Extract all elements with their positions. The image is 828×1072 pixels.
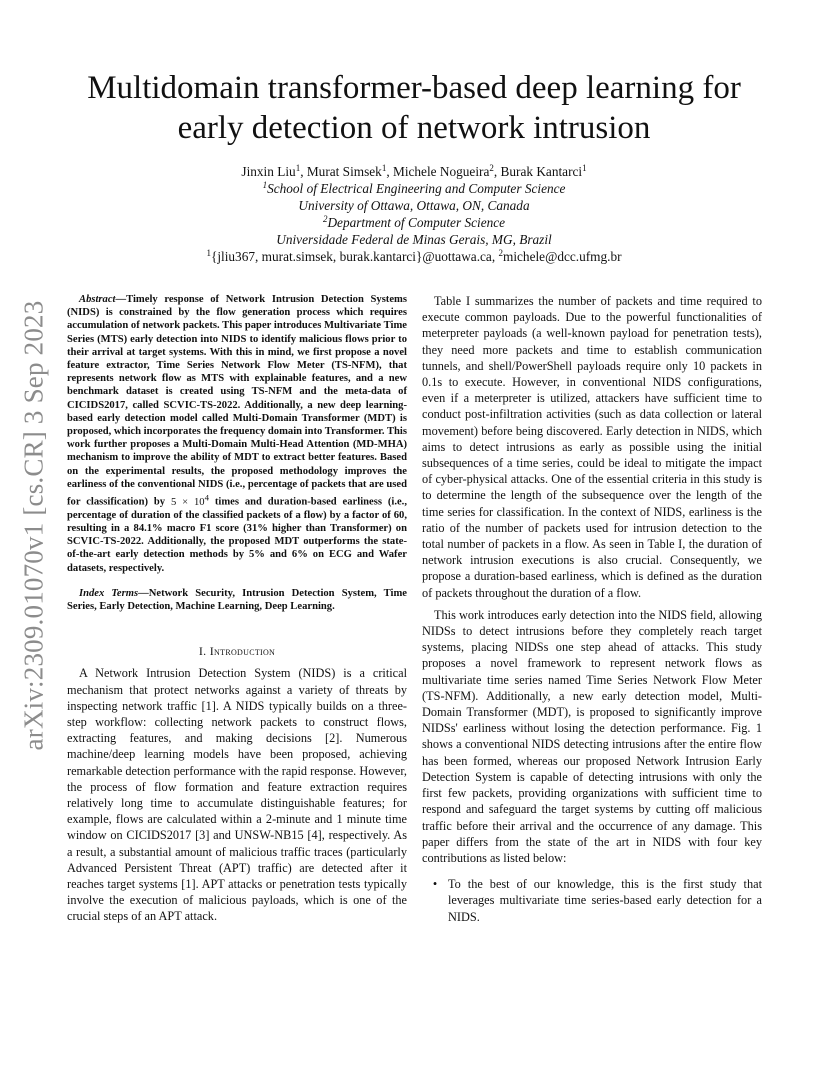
contribution-list-item	[422, 876, 762, 925]
author-names: Jinxin Liu$^1$, Murat Simsek$^1$, Michele Nogueira$^2$, Burak Kantarci$^1$	[241, 163, 587, 179]
affiliation-1-university: University of Ottawa, Ottawa, ON, Canada	[298, 198, 530, 213]
bullet-icon: •	[432, 877, 438, 892]
index-terms	[67, 587, 407, 613]
intro-paragraph-1: A Network Intrusion Detection System (NIDS) is a critical mechanism that protect networks against a variety of threats by inspecting network traffic [1]. A NIDS typically builds on a three-step workflow: collecting network packets to construct flows, extracting features, and making decisions [2]. Numerous machine/deep learning models have been proposed, achieving remarkable detection performance with the rapid response. However, the process of flow formation and feature extraction requires relatively long time to accumulate distinguishable features; for example, flows are calculated within a 2-minute and 1 minute time window on CICIDS2017 [3] and UNSW-NB15 [4], respectively. As a result, a substantial amount of malicious traffic traces (particularly Advanced Persistent Threat (APT) traffic) are detected after it reaches target systems [1]. APT attacks or penetration tests typically involve the execution of malicious payloads, which is one of the crucial steps of an APT attack.	[67, 666, 407, 924]
abstract-text: —Timely response of Network Intrusion Detection Systems (NIDS) is constrained by the flow generation process which requires accumulation of network packets. This paper introduces Multivariate Time Series (MTS) early detection into NIDS to identify malicious flows prior to their arrival at target systems. With this in mind, we first propose a novel feature extractor, Time Series Network Flow Meter (TS-NFM), that represents network flow as MTS with explainable features, and a new benchmark dataset is created using TS-NFM and the meta-data of CICIDS2017, called SCVIC-TS-2022. Additionally, a new deep learning-based early detection model called Multi-Domain Transformer (MDT) is proposed, which incorporates the frequency domain into Transformer. This work further proposes a Multi-Domain Multi-Head Attention (MD-MHA) mechanism to improve the ability of MDT to extract better features. Based on the experimental results, the proposed methodology improves the earliness of the conventional NIDS (i.e., percentage of packets that are used for classification) by $5 \times 10^4$ times and duration-based earliness (i.e., percentage of duration of the classified packets of a flow) by a factor of 60, resulting in a 84.1% macro F1 score (31% higher than Transformer) on SCVIC-TS-2022. Additionally, the proposed MDT outperforms the state-of-the-art early detection methods by 5% and 6% on ECG and Wafer datasets, respectively.	[67, 294, 408, 574]
arxiv-identifier-stamp	[2, 290, 66, 760]
intro-paragraph-2: Table I summarizes the number of packets and time required to execute common payloads. Due to the powerful functionalities of meterpreter payloads (a well-known payload for penetration tests), they need more packets and time to establish communication tunnels, and shell/PowerShell payloads require only 10 packets in 0.1s to execute. However, in conventional NIDS configurations, even if a meterpreter is utilized, attackers have sufficient time to conduct post-infiltration activities (such as data collection or lateral movement) before being discovered. Early detection in NIDS, which aims to detect intrusions as early as possible using the initial subsequences of a time series, could be ideal to mitigate the impact of cyber-physical attacks. One of the essential criteria in this study is to determine the length of the subsequence over the length of the time series for classification. In the context of NIDS, earliness is the ratio of the number of packets used for intrusion detection to the total number of packets in a flow. As seen in Table I, the duration of network intrusion executions is also crucial. Consequently, we propose a duration-based earliness, which is defined as the duration of packets throughout the duration of a flow.	[422, 294, 762, 600]
right-column	[422, 293, 762, 925]
abstract-lead: Abstract	[79, 294, 116, 305]
section-heading-introduction	[67, 643, 407, 659]
affiliation-1-department: $^1$School of Electrical Engineering and Computer Science	[262, 180, 566, 196]
intro-paragraph-3: This work introduces early detection into the NIDS field, allowing NIDSs to detect intrusions before they completely reach target systems, placing NIDSs one step ahead of attacks. This study proposes a novel framework to represent network flows as multivariate time series named Time Series Network Flow Meter (TS-NFM). Additionally, a new early detection model, Multi-Domain Transformer (MDT), is proposed to significantly improve NIDSs' earliness without losing the detection performance. Fig. 1 shows a conventional NIDS detecting intrusions after the entire flow has been formed, whereas our proposed Network Intrusion Early Detection System is capable of detecting intrusions with only the first few packets, providing organizations with sufficient time to respond and safeguard the target systems by cutting off malicious traffic before their arrival and the occurrence of any damage. This paper differs from the state of the art in NIDS with four key contributions as listed below:	[422, 607, 762, 865]
arxiv-identifier-text: arXiv:2309.01070v1 [cs.CR] 3 Sep 2023	[18, 300, 49, 750]
affiliation-2-university: Universidade Federal de Minas Gerais, MG, Brazil	[276, 232, 552, 247]
left-column	[67, 293, 407, 925]
section-title: Introduction	[209, 644, 276, 659]
contribution-text: To the best of our knowledge, this is the first study that leverages multivariate time series-based early detection for a NIDS.	[448, 877, 762, 924]
index-terms-text: —Network Security, Intrusion Detection System, Time Series, Early Detection, Machine Learning, Deep Learning.	[67, 587, 407, 612]
paper-title: Multidomain transformer-based deep learning for early detection of network intrusion	[87, 70, 741, 146]
index-terms-lead: Index Terms	[79, 587, 139, 599]
author-block	[70, 163, 758, 265]
author-emails: $^1${jliu367, murat.simsek, burak.kantarci}@uottawa.ca, $^2$michele@dcc.ufmg.br	[206, 248, 622, 264]
affiliation-2-department: $^2$Department of Computer Science	[322, 214, 506, 230]
abstract	[67, 293, 407, 575]
section-number: I.	[198, 644, 210, 659]
